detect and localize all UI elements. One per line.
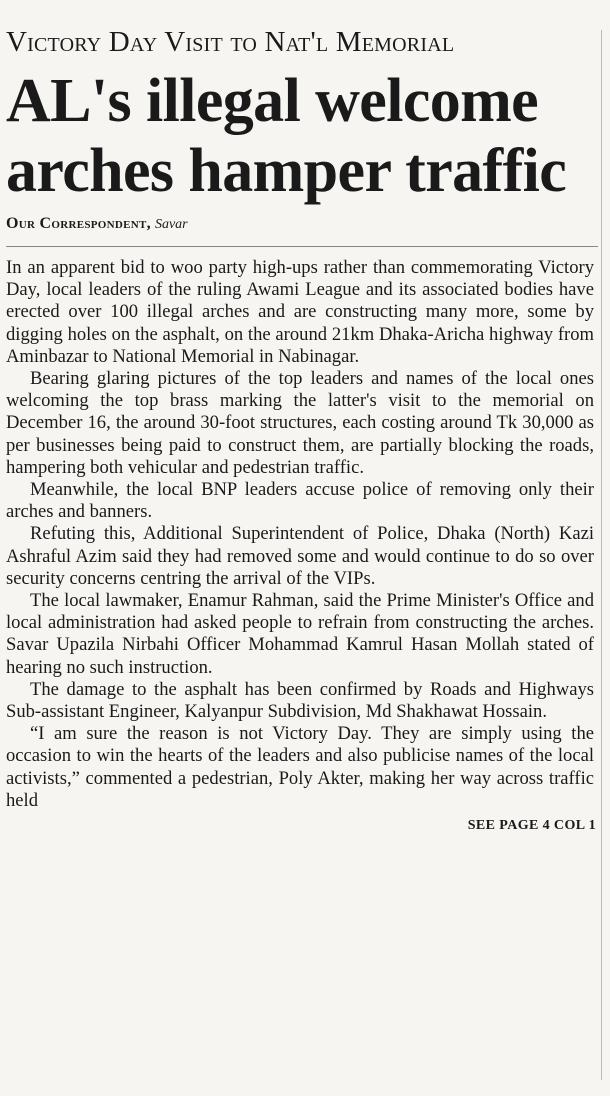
paragraph: Meanwhile, the local BNP leaders accuse police of removing only their arches and banners. — [6, 479, 594, 523]
column-rule — [601, 30, 602, 1080]
article-headline: AL's illegal welcome arches hamper traffic — [6, 67, 567, 205]
paragraph: The damage to the asphalt has been confirmed by Roads and Highways Sub-assistant Engineer, Kalyanpur Subdivision, Md Shakhawat Hossain. — [6, 678, 594, 723]
paragraph: “I am sure the reason is not Victory Day. They are simply using the occasion to win the hearts of the leaders and also publicise names of the local activists,” commented a pedestrian, Poly Akter, making her way across traffic held — [6, 723, 594, 811]
article-clipping — [4, 0, 598, 1096]
paragraph: Refuting this, Additional Superintendent of Police, Dhaka (North) Kazi Ashraful Azim said they had removed some and would continue to do so over security concerns centring the arrival of the VIPs. — [6, 523, 594, 589]
paragraph: In an apparent bid to woo party high-ups rather than commemorating Victory Day, local leaders of the ruling Awami League and its associated bodies have erected over 100 illegal arches and are constructing many more, some by digging holes on the asphalt, on the around 21km Dhaka-Aricha highway from Aminbazar to National Memorial in Nabinagar. — [6, 257, 594, 367]
article-kicker: Victory Day Visit to Nat'l Memorial — [6, 26, 455, 58]
continuation-note: SEE PAGE 4 COL 1 — [467, 818, 596, 834]
byline-author: Our Correspondent, — [6, 215, 151, 232]
byline-divider — [6, 246, 598, 247]
article-body — [6, 257, 594, 812]
paragraph: Bearing glaring pictures of the top leaders and names of the local ones welcoming the top brass marking the latter's visit to the memorial on December 16, the around 30-foot structures, each costing around Tk 30,000 as per businesses being paid to construct them, are partially blocking the roads, hampering both vehicular and pedestrian traffic. — [6, 368, 594, 478]
byline-location: Savar — [154, 217, 188, 232]
byline — [6, 214, 598, 235]
paragraph: The local lawmaker, Enamur Rahman, said the Prime Minister's Office and local administration had asked people to refrain from constructing the arches. Savar Upazila Nirbahi Officer Mohammad Kamrul Hasan Mollah stated of hearing no such instruction. — [6, 590, 594, 678]
